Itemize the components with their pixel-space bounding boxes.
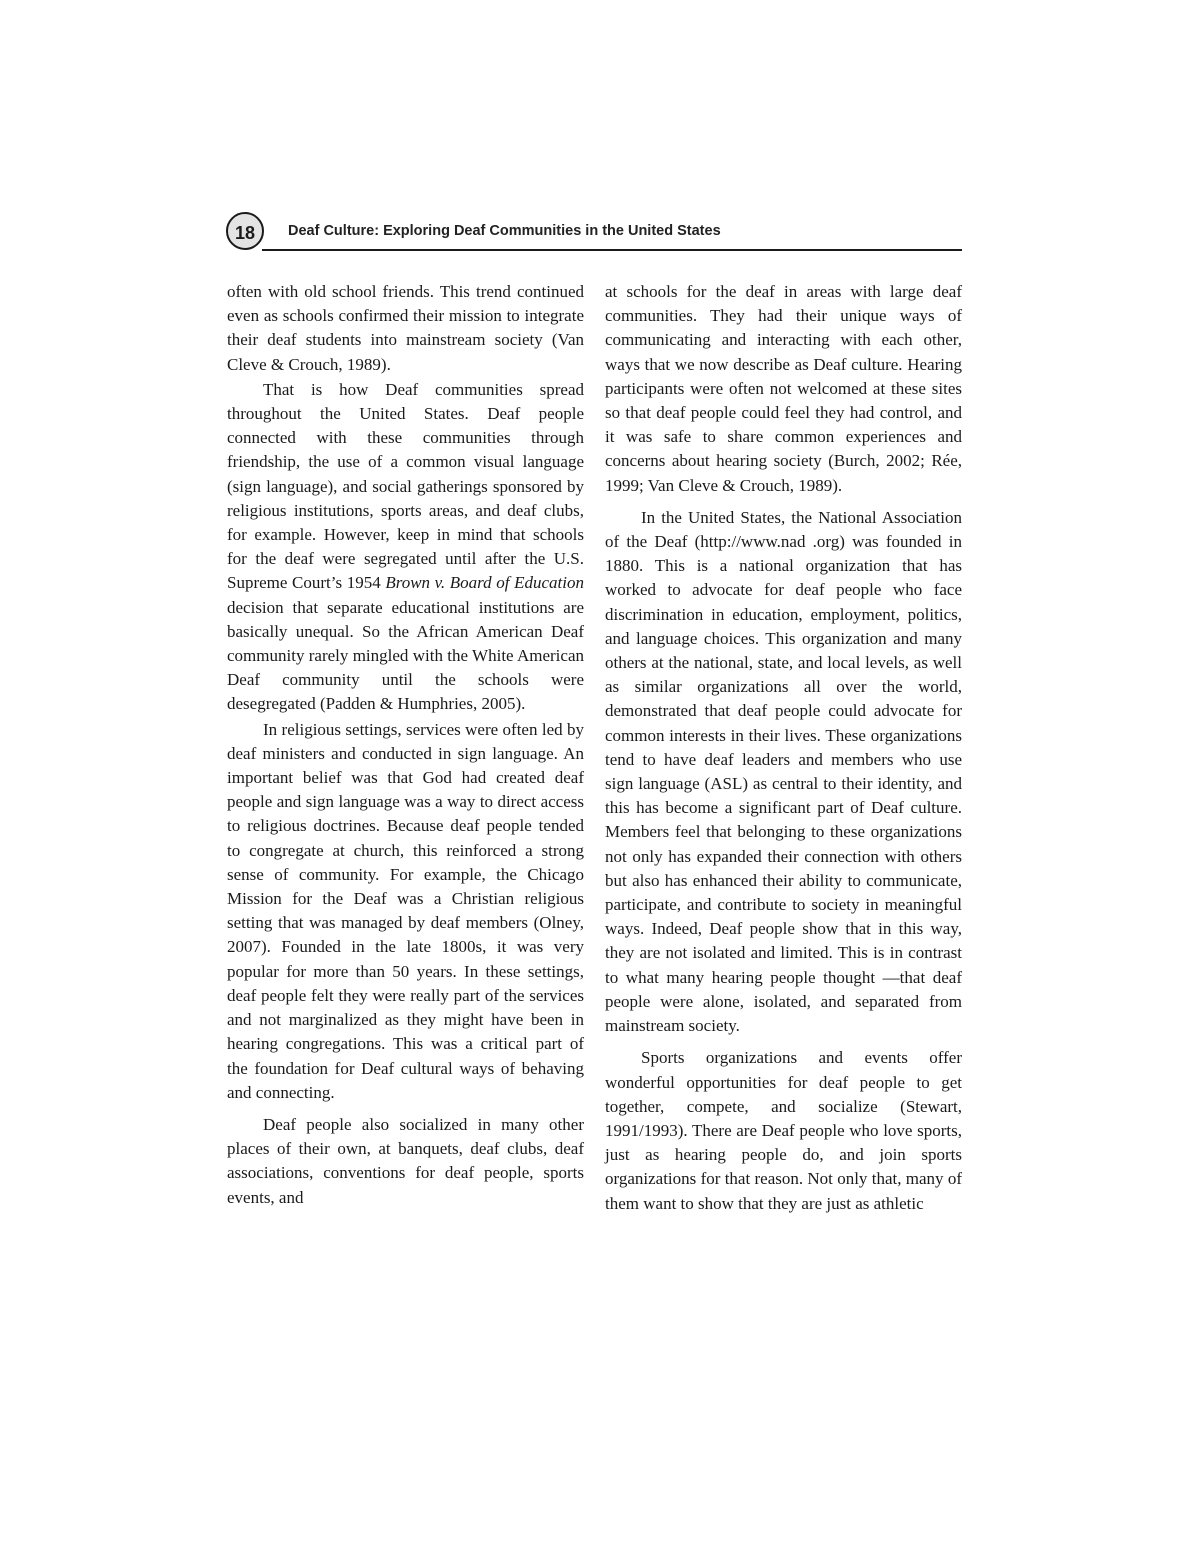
header-rule xyxy=(262,249,962,251)
page-number: 18 xyxy=(226,212,264,250)
paragraph: at schools for the deaf in areas with large deaf communities. They had their unique ways of communicating and interacting with each other, ways that we now describe as Deaf culture. Hearing participants were often not welcomed at these sites so that deaf people could feel they had control, and it was safe to share common experiences and concerns about hearing society (Burch, 2002; Rée, 1999; Van Cleve & Crouch, 1989). xyxy=(605,282,962,495)
paragraph: Sports organizations and events offer wonderful opportunities for deaf people to get together, compete, and socialize (Stewart, 1991/1993). There are Deaf people who love sports, just as hearing people do, and join sports organizations for that reason. Not only that, many of them want to show that they are just as athletic xyxy=(605,1048,962,1213)
paragraph xyxy=(227,378,584,717)
running-title: Deaf Culture: Exploring Deaf Communities in the United States xyxy=(288,223,721,239)
right-column xyxy=(605,280,962,1216)
paragraph: often with old school friends. This trend continued even as schools confirmed their mission to integrate their deaf students into mainstream society (Van Cleve & Crouch, 1989). xyxy=(227,282,584,374)
left-column xyxy=(227,280,584,1210)
paragraph: In religious settings, services were often led by deaf ministers and conducted in sign language. An important belief was that God had created deaf people and sign language was a way to direct access to religious doctrines. Because deaf people tended to congregate at church, this reinforced a strong sense of community. For example, the Chicago Mission for the Deaf was a Christian religious setting that was managed by deaf members (Olney, 2007). Founded in the late 1800s, it was very popular for more than 50 years. In these settings, deaf people felt they were really part of the services and not marginalized as they might have been in hearing congregations. This was a critical part of the foundation for Deaf cultural ways of behaving and connecting. xyxy=(227,719,584,1102)
paragraph: In the United States, the National Association of the Deaf (http://www.nad .org) was founded in 1880. This is a national organization that has worked to advocate for deaf people who face discrimination in education, employment, politics, and language choices. This organization and many others at the national, state, and local levels, as well as similar organizations all over the world, demonstrated that deaf people could advocate for common interests in their lives. These organizations tend to have deaf leaders and members who use sign language (ASL) as central to their identity, and this has become a significant part of Deaf culture. Members feel that belonging to these organizations not only has expanded their connection with others but also has enhanced their ability to communicate, participate, and contribute to society in meaningful ways. Indeed, Deaf people show that in this way, they are not isolated and limited. This is in contrast to what many hearing people thought —that deaf people were alone, isolated, and separated from mainstream society. xyxy=(605,507,962,1036)
page-header xyxy=(226,212,962,252)
paragraph: Deaf people also socialized in many other places of their own, at banquets, deaf clubs, deaf associations, conventions for deaf people, sports events, and xyxy=(227,1114,584,1207)
paragraph-text: That is how Deaf communities spread throughout the United States. Deaf people connected with these communities through friendship, the use of a common visual language (sign language), and social gatherings sponsored by religious institutions, sports areas, and deaf clubs, for example. However, keep in mind that schools for the deaf were segregated until after the U.S. Supreme Court’s 1954 xyxy=(227,379,584,593)
case-name: Brown v. Board of Education xyxy=(385,573,584,593)
paragraph-text: decision that separate educational institutions are basically unequal. So the African American Deaf community rarely mingled with the White American Deaf community until the schools were desegregated (Padden & Humphries, 2005). xyxy=(227,597,584,714)
